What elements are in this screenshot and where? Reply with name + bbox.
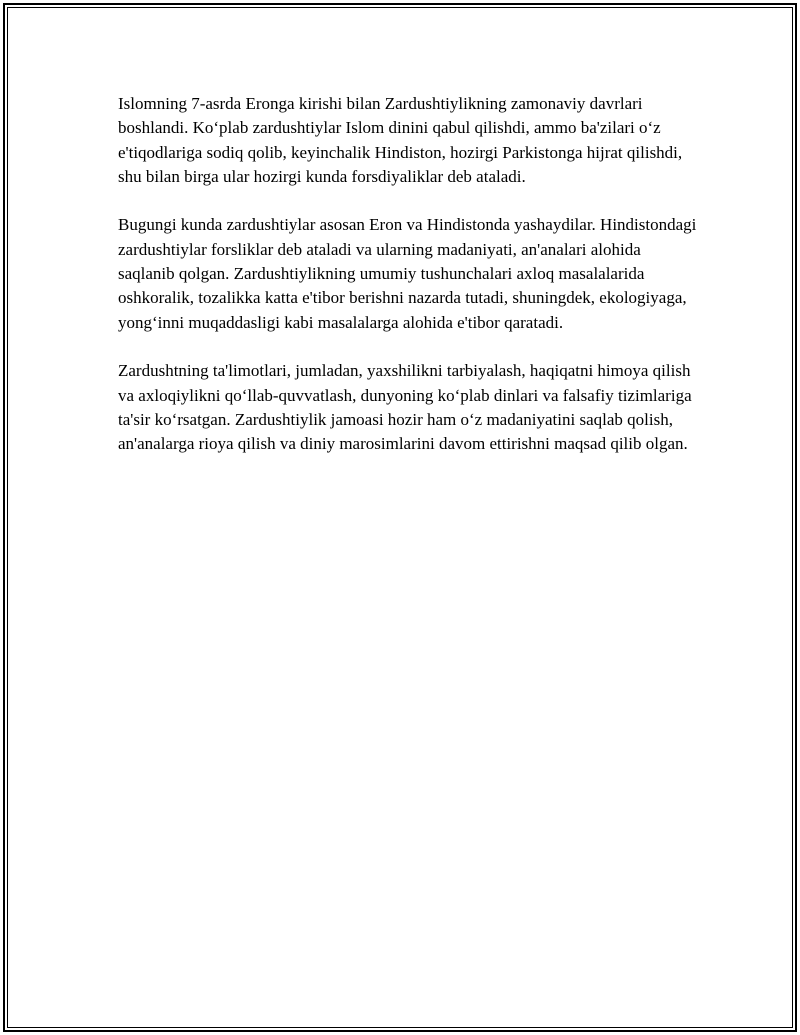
document-body	[118, 92, 698, 481]
paragraph-1: Islomning 7-asrda Eronga kirishi bilan Zardushtiylikning zamonaviy davrlari boshlandi. Ko‘plab zardushtiylar Islom dinini qabul qilishdi, ammo ba'zilari o‘z e'tiqodlariga sodiq qolib, keyinchalik Hindiston, hozirgi Parkistonga hijrat qilishdi, shu bilan birga ular hozirgi kunda forsdiyaliklar deb ataladi.	[118, 94, 683, 186]
paragraph-3: Zardushtning ta'limotlari, jumladan, yaxshilikni tarbiyalash, haqiqatni himoya qilish va axloqiylikni qo‘llab-quvvatlash, dunyoning ko‘plab dinlari va falsafiy tizimlariga ta'sir ko‘rsatgan. Zardushtiylik jamoasi hozir ham o‘z madaniyatini saqlab qolish, an'analarga rioya qilish va diniy marosimlarini davom ettirishni maqsad qilib olgan.	[118, 361, 692, 454]
paragraph-2: Bugungi kunda zardushtiylar asosan Eron va Hindistonda yashaydilar. Hindistondagi zardushtiylar forsliklar deb ataladi va ularning madaniyati, an'analari alohida saqlanib qolgan. Zardushtiylikning umumiy tushunchalari axloq masalalarida oshkoralik, tozalikka katta e'tibor berishni nazarda tutadi, shuningdek, ekologiyaga, yong‘inni muqaddasligi kabi masalalarga alohida e'tibor qaratadi.	[118, 215, 697, 332]
